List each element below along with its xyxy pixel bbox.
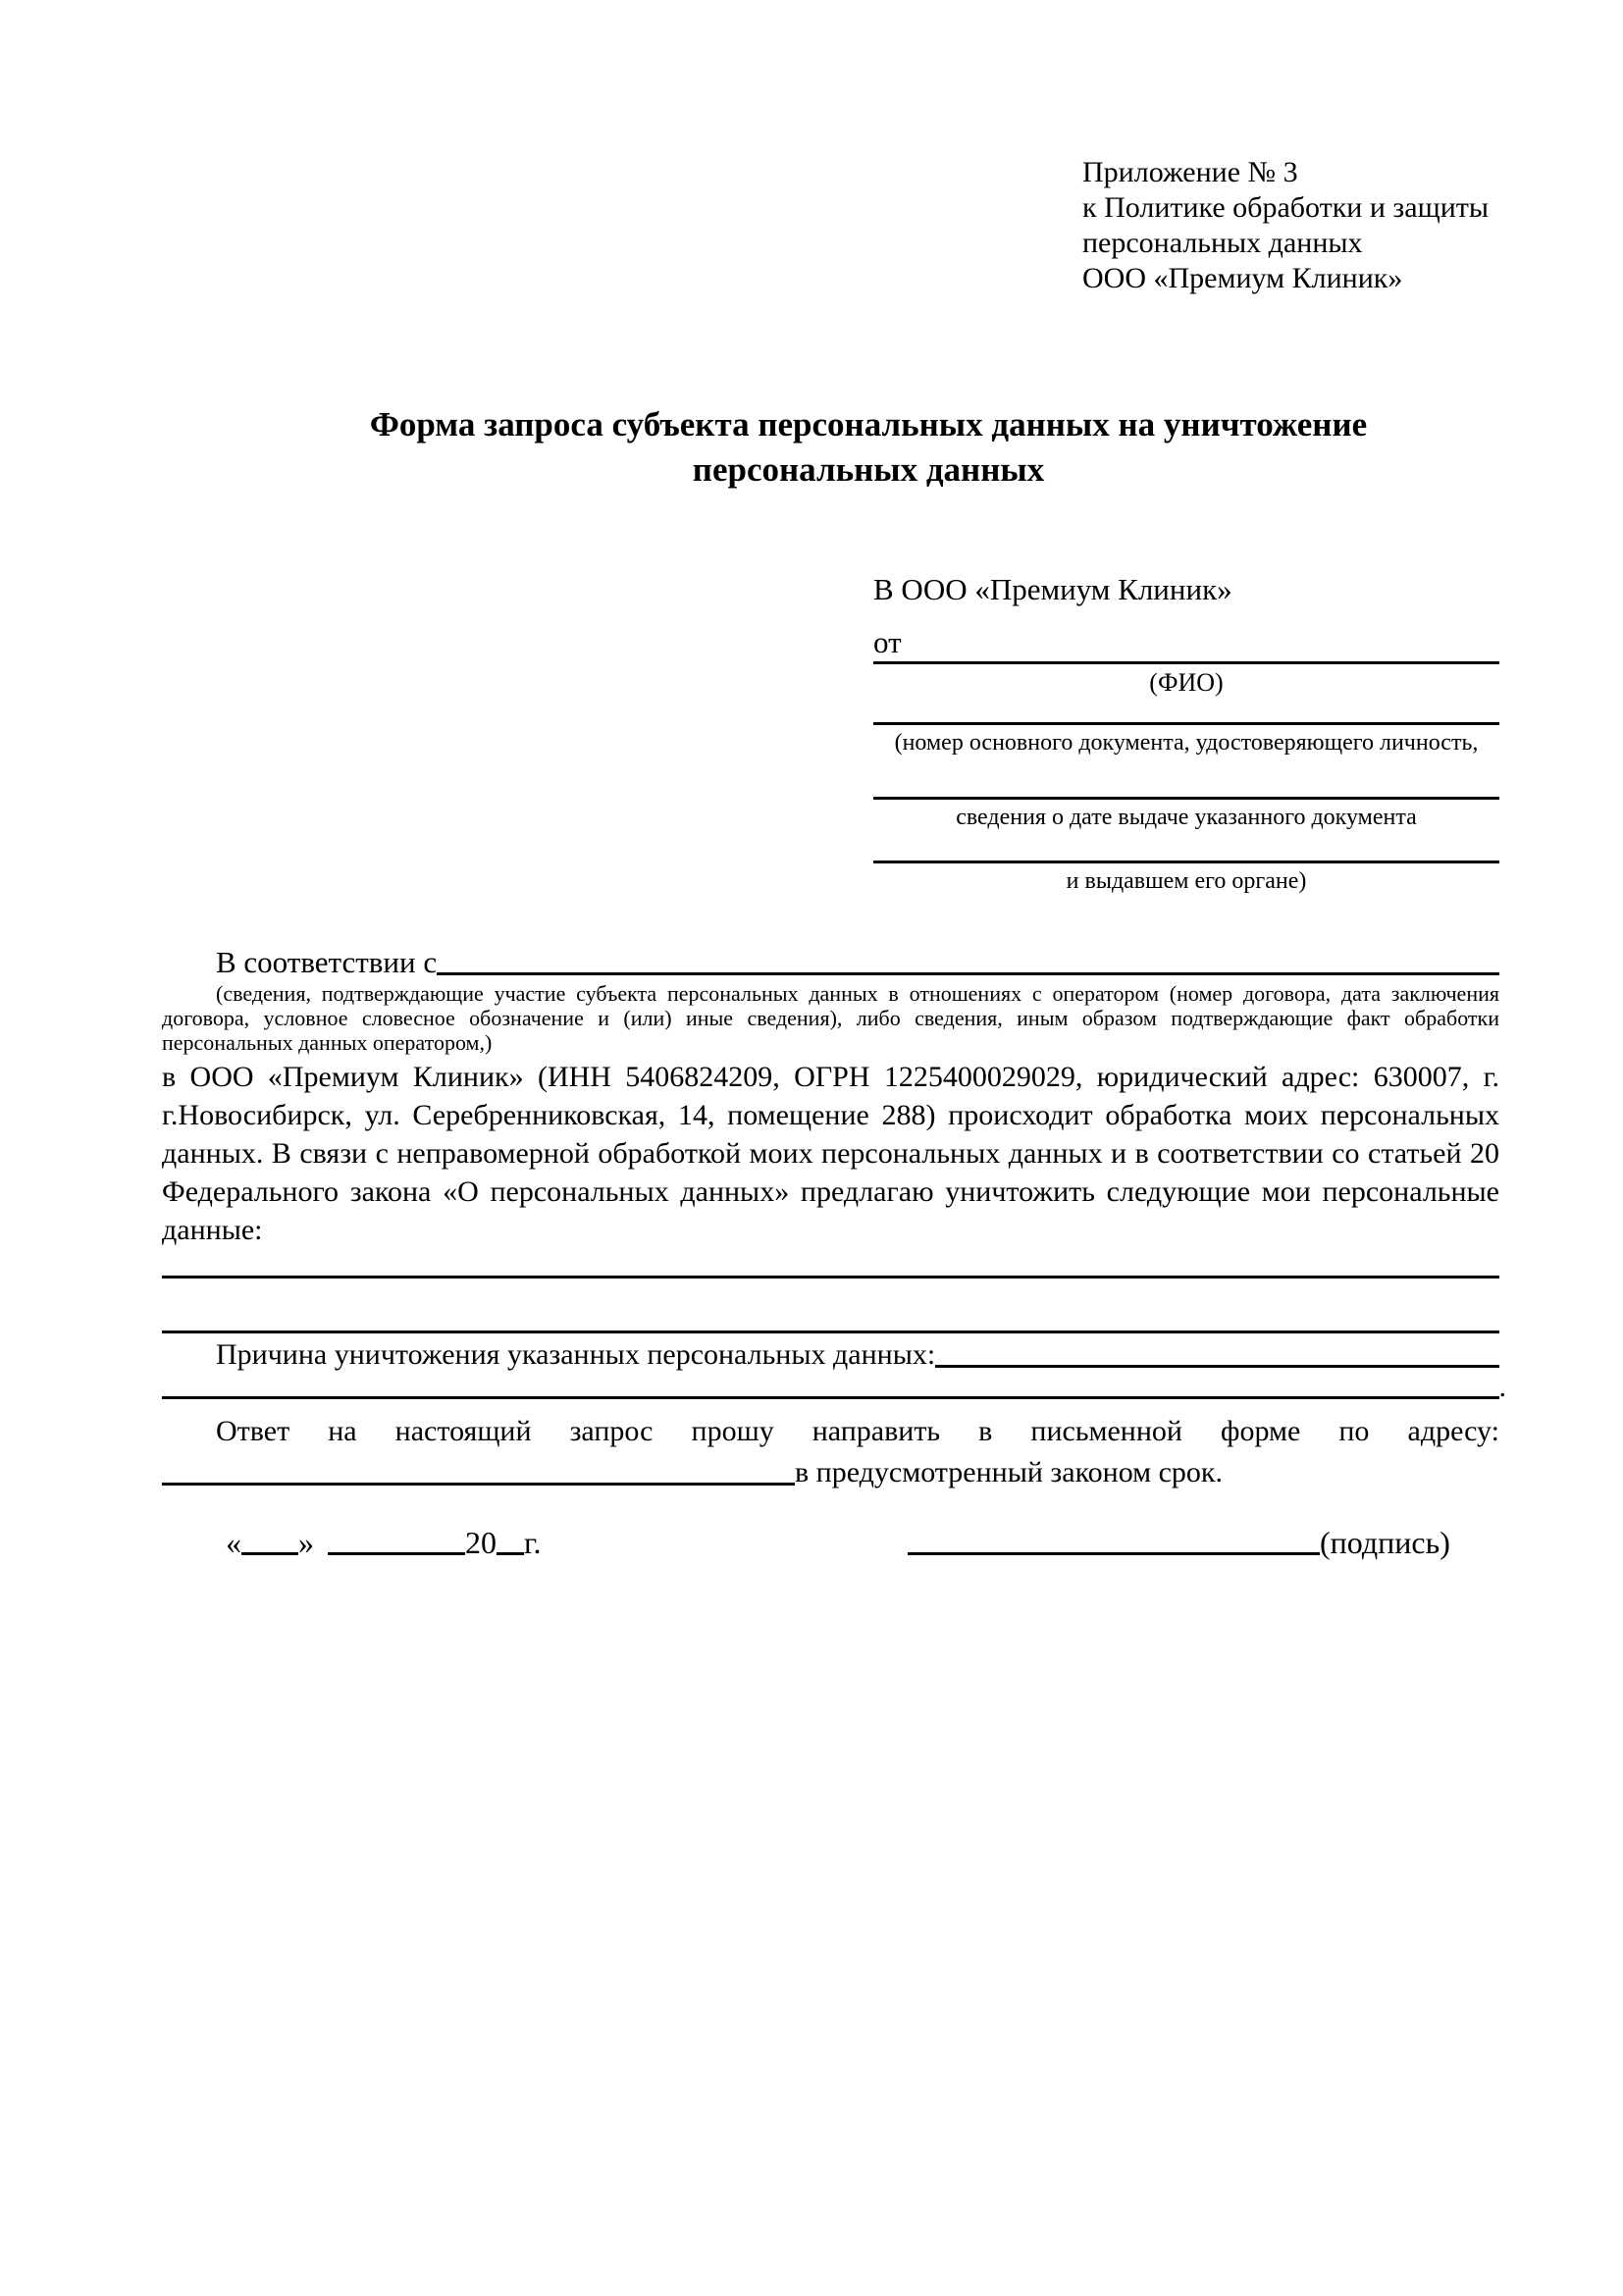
issue-date-field-caption: сведения о дате выдаче указанного документа — [956, 805, 1417, 830]
date-quote-close: » — [298, 1525, 314, 1560]
date-day-blank[interactable] — [241, 1552, 298, 1555]
fio-field-line[interactable] — [873, 661, 1499, 664]
appendix-header — [1082, 155, 1534, 296]
accordance-row — [162, 944, 1499, 981]
issue-date-field-line[interactable] — [873, 797, 1499, 800]
appendix-header-line: Приложение № 3 — [1082, 156, 1298, 188]
appendix-header-line: ООО «Премиум Клиник» — [1082, 262, 1403, 294]
reason-field-line-2[interactable] — [162, 1396, 1499, 1399]
period-text: . — [1498, 1371, 1506, 1403]
addressee-to: В ООО «Премиум Клиник» — [873, 572, 1232, 606]
fio-field-caption: (ФИО) — [1149, 668, 1224, 697]
personal-data-field-line-2[interactable] — [162, 1331, 1499, 1333]
document-number-field-caption: (номер основного документа, удостоверяющего личность, — [894, 730, 1479, 756]
address-field-line[interactable] — [162, 1483, 795, 1486]
date-year-prefix: 20 — [465, 1525, 497, 1560]
appendix-header-line: персональных данных — [1082, 227, 1363, 259]
reason-field-line[interactable] — [935, 1365, 1499, 1368]
reason-row — [162, 1336, 1499, 1374]
document-number-field-line[interactable] — [873, 722, 1499, 725]
main-paragraph: в ООО «Премиум Клиник» (ИНН 5406824209, ОГРН 1225400029029, юридический адрес: 630007, г. г.Новосибирск, ул. Серебренниковская, 14, помещение 288) происходит обработка моих персональных данных. В связи с неправомерной обработкой моих персональных данных и в соответствии со статьей 20 Федерального закона «О персональных данных» предлагаю уничтожить следующие мои персональные данные: — [162, 1061, 1499, 1246]
signature-caption: (подпись) — [1320, 1525, 1450, 1560]
accordance-note: (сведения, подтверждающие участие субъекта персональных данных в отношениях с оператором (номер договора, дата заключения договора, условное словесное обозначение и (или) иные сведения), либо сведения, иным образом подтверждающие факт обработки персональных данных оператором,) — [162, 981, 1499, 1055]
reason-label: Причина уничтожения указанных персональных данных: — [216, 1338, 936, 1371]
personal-data-field-line-1[interactable] — [162, 1276, 1499, 1278]
reply-sentence: Ответ на настоящий запрос прошу направить в письменной форме по адресу: — [216, 1415, 1499, 1447]
issuing-authority-field-caption: и выдавшем его органе) — [1066, 868, 1307, 894]
date-year-suffix: г. — [524, 1525, 542, 1560]
page-title-line1: Форма запроса субъекта персональных данных на уничтожение — [369, 405, 1368, 444]
date-quote-open: « — [226, 1525, 241, 1560]
appendix-header-line: к Политике обработки и защиты — [1082, 191, 1490, 224]
accordance-field-line[interactable] — [437, 972, 1499, 975]
signature-field — [908, 1524, 1450, 1561]
accordance-label: В соответствии с — [216, 945, 438, 979]
addressee-from-label: от — [873, 625, 902, 659]
reason-continuation-row — [162, 1370, 1506, 1405]
reply-tail-text: в предусмотренный законом срок. — [795, 1456, 1223, 1488]
date-year-blank[interactable] — [497, 1552, 524, 1555]
reply-tail-row — [162, 1454, 1499, 1491]
date-field — [226, 1524, 542, 1561]
page-title-line2: персональных данных — [692, 450, 1045, 489]
date-month-blank[interactable] — [328, 1552, 465, 1555]
issuing-authority-field-line[interactable] — [873, 861, 1499, 863]
page-title — [196, 402, 1541, 493]
signature-line[interactable] — [908, 1552, 1320, 1555]
